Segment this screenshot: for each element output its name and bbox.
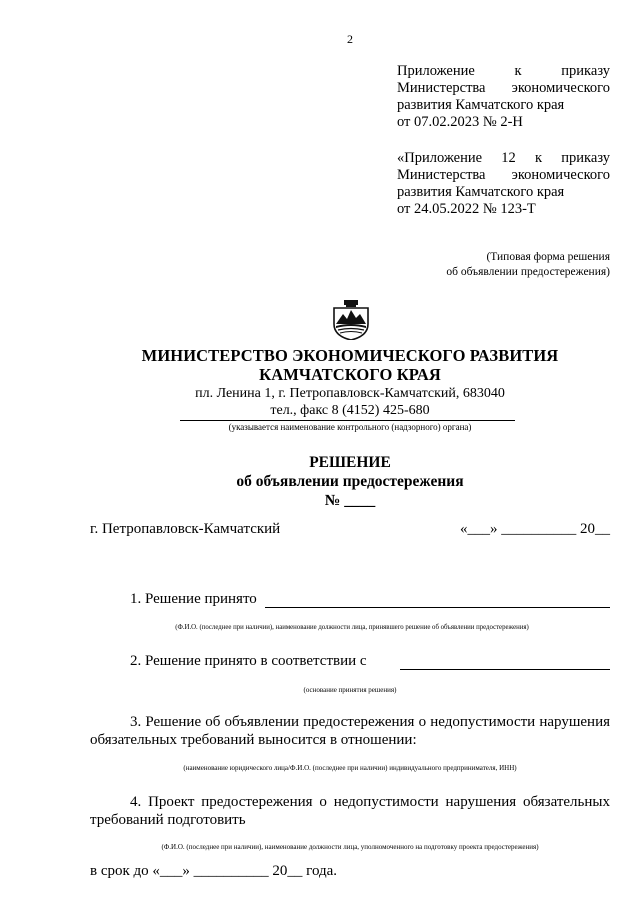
item-2: 2. Решение принято в соответствии с — [130, 653, 367, 669]
ministry-name-line-2: КАМЧАТСКОГО КРАЯ — [259, 365, 441, 384]
authority-caption: (указывается наименование контрольного (надзорного) органа) — [228, 422, 472, 432]
page-number: 2 — [347, 32, 353, 46]
header-divider — [180, 420, 515, 421]
decision-number: № ____ — [324, 492, 376, 509]
item-1-blank-line — [265, 607, 610, 608]
appendix-block-2 — [397, 150, 610, 218]
item-3-line-1: 3. Решение об объявлении предостережения о недопустимости нарушения — [130, 714, 610, 730]
coat-of-arms-icon — [330, 300, 372, 340]
item-4-line-2: требований подготовить — [90, 812, 246, 828]
item-1-caption: (Ф.И.О. (последнее при наличии), наименование должности лица, принявшего решение об объявлении предостережения) — [175, 624, 529, 631]
appendix-2-line-3: развития Камчатского края — [397, 184, 565, 200]
decision-subtitle: об объявлении предостережения — [236, 473, 464, 490]
ministry-name-line-1: МИНИСТЕРСТВО ЭКОНОМИЧЕСКОГО РАЗВИТИЯ — [141, 346, 559, 365]
typical-form-line-1: (Типовая форма решения — [486, 251, 610, 263]
appendix-1-line-1: Приложение к приказу — [397, 63, 610, 79]
ministry-name — [90, 346, 610, 384]
appendix-2-line-1: «Приложение 12 к приказу — [397, 150, 610, 166]
typical-form-line-2: об объявлении предостережения) — [446, 266, 610, 278]
appendix-1-line-4: от 07.02.2023 № 2-Н — [397, 114, 523, 130]
deadline: в срок до «___» __________ 20__ года. — [90, 863, 338, 879]
appendix-1-line-2: Министерства экономического — [397, 80, 610, 96]
item-3-line-2: обязательных требований выносится в отношении: — [90, 732, 417, 748]
item-4-caption: (Ф.И.О. (последнее при наличии), наименование должности лица, уполномоченного на подготовку проекта предостережения) — [161, 843, 539, 851]
ministry-address: пл. Ленина 1, г. Петропавловск-Камчатский, 683040 — [195, 386, 505, 401]
item-2-caption: (основание принятия решения) — [303, 686, 397, 694]
appendix-2-line-4: от 24.05.2022 № 123-Т — [397, 201, 536, 217]
appendix-2-line-2: Министерства экономического — [397, 167, 610, 183]
place-name: г. Петропавловск-Камчатский — [90, 521, 281, 537]
ministry-phone: тел., факс 8 (4152) 425-680 — [270, 403, 430, 418]
decision-heading — [90, 453, 610, 510]
appendix-block-1 — [397, 63, 610, 131]
date-blank: «___» __________ 20__ — [460, 521, 610, 537]
item-4-line-1: 4. Проект предостережения о недопустимости нарушения обязательных — [130, 794, 610, 810]
appendix-1-line-3: развития Камчатского края — [397, 97, 565, 113]
item-1: 1. Решение принято — [130, 591, 257, 607]
item-3-caption: (наименование юридического лица/Ф.И.О. (последнее при наличии) индивидуального предпринимателя, ИНН) — [183, 764, 517, 772]
decision-title: РЕШЕНИЕ — [309, 454, 391, 471]
item-2-blank-line — [400, 669, 610, 670]
typical-form-note — [446, 250, 610, 280]
